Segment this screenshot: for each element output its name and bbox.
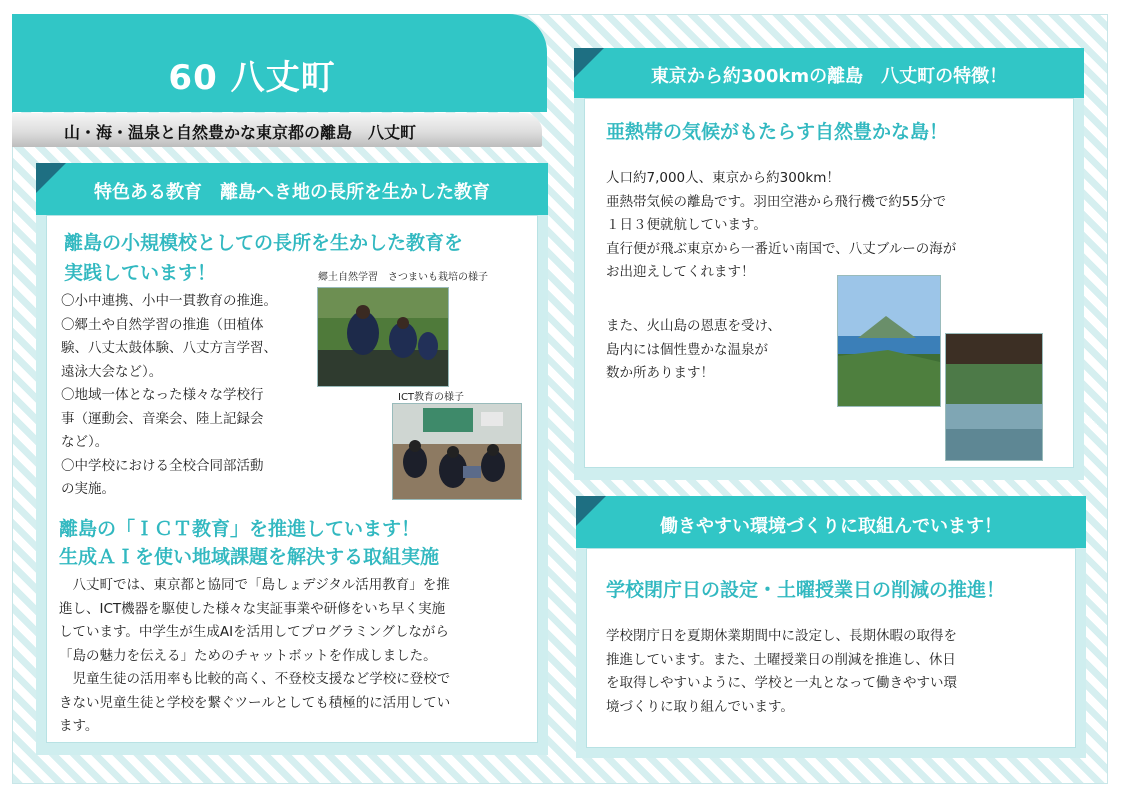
onsen-body — [606, 315, 836, 386]
text-line: 学校閉庁日を夏期休業期間中に設定し、長期休暇の取得を — [606, 628, 957, 644]
education-panel — [36, 163, 548, 755]
section2-heading-line1: 離島の「ＩＣＴ教育」を推進しています！ — [59, 518, 421, 540]
text-line: お出迎えしてくれます！ — [606, 264, 755, 280]
photo1-caption: 郷土自然学習 さつまいも栽培の様子 — [318, 272, 488, 283]
page-title: 60 八丈町 — [168, 58, 336, 98]
text-line: 境づくりに取り組んでいます。 — [606, 698, 794, 715]
text-line: １日３便就航しています。 — [606, 217, 767, 233]
list-item: の実施。 — [61, 481, 115, 497]
workplace-body — [606, 625, 1066, 719]
subtitle-bar — [12, 113, 542, 147]
title-tab — [12, 14, 547, 112]
list-item: など）。 — [61, 434, 109, 450]
list-item: 〇地域一体となった様々な学校行 — [61, 387, 264, 403]
list-item: 〇中学校における全校合同部活動 — [61, 457, 264, 474]
farming-photo — [317, 287, 449, 387]
text-line: 八丈町では、東京都と協同で「島しょデジタル活用教育」を推 — [59, 577, 450, 593]
features-content — [584, 98, 1074, 468]
text-line: 数か所あります！ — [606, 365, 714, 381]
text-line: 島内には個性豊かな温泉が — [606, 341, 768, 358]
workplace-header — [576, 496, 1086, 548]
text-line: 児童生徒の活用率も比較的高く、不登校支援など学校に登校で — [59, 671, 451, 687]
photo2-caption: ICT教育の様子 — [398, 392, 465, 403]
text-line: しています。中学生が生成AIを活用してプログラミングしながら — [59, 624, 449, 640]
page-subtitle: 山・海・温泉と自然豊かな東京都の離島 八丈町 — [64, 123, 417, 142]
text-line: ます。 — [59, 718, 99, 734]
hot-spring-photo — [945, 333, 1043, 461]
features-body — [606, 167, 1066, 285]
section1-heading-line1: 離島の小規模校としての長所を生かした教育を — [64, 232, 464, 254]
education-header-text: 特色ある教育 離島へき地の長所を生かした教育 — [94, 182, 490, 203]
section2-heading-line2: 生成ＡＩを使い地域課題を解決する取組実施 — [59, 546, 440, 568]
ict-class-photo — [392, 403, 522, 500]
text-line: 「島の魅力を伝える」ためのチャットボットを作成しました。 — [59, 647, 437, 664]
education-content — [46, 215, 538, 743]
text-line: 亜熱帯気候の離島です。羽田空港から飛行機で約55分で — [606, 193, 947, 210]
island-photo — [837, 275, 941, 407]
list-item: 験、八丈太鼓体験、八丈方言学習、 — [61, 340, 277, 356]
list-item: 事（運動会、音楽会、陸上記録会 — [61, 410, 264, 427]
workplace-header-text: 働きやすい環境づくりに取組んでいます！ — [660, 516, 1002, 537]
features-header-text: 東京から約300kmの離島 八丈町の特徴！ — [650, 66, 1008, 87]
features-header — [574, 48, 1084, 98]
list-item: 遠泳大会など）。 — [61, 363, 163, 380]
features-heading: 亜熱帯の気候がもたらす自然豊かな島！ — [606, 121, 949, 143]
text-line: を取得しやすいように、学校と一丸となって働きやすい環 — [606, 675, 957, 691]
list-item: 〇小中連携、小中一貫教育の推進。 — [61, 293, 277, 309]
ict-body — [59, 574, 529, 739]
text-line: また、火山島の恩恵を受け、 — [606, 318, 781, 334]
text-line: 人口約7,000人、東京から約300km！ — [606, 170, 840, 186]
text-line: 推進しています。また、土曜授業日の削減を推進し、休日 — [606, 651, 956, 668]
section1-heading-line2: 実践しています！ — [64, 262, 217, 284]
text-line: きない児童生徒と学校を繋ぐツールとしても積極的に活用してい — [59, 694, 451, 711]
education-header — [36, 163, 548, 215]
workplace-content — [586, 548, 1076, 748]
workplace-heading: 学校閉庁日の設定・土曜授業日の削減の推進！ — [606, 579, 1006, 601]
text-line: 直行便が飛ぶ東京から一番近い南国で、八丈ブルーの海が — [606, 240, 957, 257]
bullet-list — [61, 290, 316, 502]
list-item: 〇郷土や自然学習の推進（田植体 — [61, 316, 264, 333]
workplace-panel — [576, 496, 1086, 758]
features-panel — [574, 48, 1084, 480]
text-line: 進し、ICT機器を駆使した様々な実証事業や研修をいち早く実施 — [59, 600, 446, 617]
